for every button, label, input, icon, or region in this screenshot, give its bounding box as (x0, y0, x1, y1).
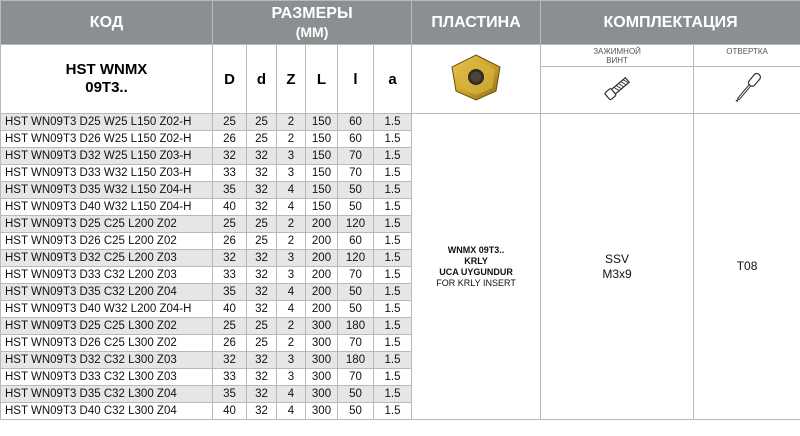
dimension-cell-a: 1.5 (374, 335, 412, 352)
header-row (1, 1, 800, 45)
dimension-cell-Z: 4 (277, 386, 306, 403)
col-header-D: D (213, 45, 247, 114)
product-code-cell: HST WN09T3 D32 C32 L300 Z03 (1, 352, 213, 369)
insert-info-line1: WNMX 09T3.. (447, 244, 505, 255)
dimension-cell-L: 200 (306, 233, 338, 250)
dimension-cell-D: 25 (213, 318, 247, 335)
product-code-cell: HST WN09T3 D26 C25 L300 Z02 (1, 335, 213, 352)
dimension-cell-D: 32 (213, 148, 247, 165)
dimension-cell-D: 35 (213, 284, 247, 301)
dimension-cell-L: 200 (306, 301, 338, 318)
dimension-cell-a: 1.5 (374, 148, 412, 165)
dimension-cell-l: 70 (338, 335, 374, 352)
dimension-cell-a: 1.5 (374, 403, 412, 420)
dimension-cell-D: 33 (213, 165, 247, 182)
dimension-cell-Z: 4 (277, 199, 306, 216)
wnmx-insert-icon (444, 51, 508, 103)
product-code-cell: HST WN09T3 D40 W32 L200 Z04-H (1, 301, 213, 318)
dimension-cell-Z: 3 (277, 352, 306, 369)
product-code-cell: HST WN09T3 D33 W32 L150 Z03-H (1, 165, 213, 182)
clamp-screw-icon (597, 68, 637, 108)
insert-info-line4: FOR KRLY INSERT (436, 277, 516, 288)
dimension-cell-Z: 3 (277, 369, 306, 386)
dimension-cell-d: 32 (247, 386, 277, 403)
clamp-screw-image-cell (541, 67, 694, 114)
screwdriver-caption: ОТВЕРТКА (694, 45, 800, 67)
dimension-cell-Z: 4 (277, 403, 306, 420)
product-code-cell: HST WN09T3 D26 W25 L150 Z02-H (1, 131, 213, 148)
product-code-cell: HST WN09T3 D32 C25 L200 Z03 (1, 250, 213, 267)
dimension-cell-L: 300 (306, 403, 338, 420)
dimension-cell-Z: 4 (277, 301, 306, 318)
product-code-cell: HST WN09T3 D33 C32 L200 Z03 (1, 267, 213, 284)
dimension-cell-D: 40 (213, 301, 247, 318)
dimension-cell-d: 32 (247, 250, 277, 267)
dimension-cell-L: 300 (306, 335, 338, 352)
dimension-cell-a: 1.5 (374, 369, 412, 386)
dimension-cell-l: 180 (338, 318, 374, 335)
dimension-cell-d: 25 (247, 131, 277, 148)
dimension-cell-D: 32 (213, 352, 247, 369)
product-code-cell: HST WN09T3 D35 C32 L300 Z04 (1, 386, 213, 403)
dimension-cell-l: 60 (338, 131, 374, 148)
dimension-cell-Z: 3 (277, 267, 306, 284)
insert-compatibility-cell (412, 114, 541, 420)
dimension-cell-L: 150 (306, 182, 338, 199)
insert-column-header: ПЛАСТИНА (412, 1, 541, 45)
dimension-cell-a: 1.5 (374, 233, 412, 250)
dimension-cell-D: 35 (213, 182, 247, 199)
dimension-cell-D: 40 (213, 199, 247, 216)
product-code-cell: HST WN09T3 D35 W32 L150 Z04-H (1, 182, 213, 199)
product-code-cell: HST WN09T3 D32 W25 L150 Z03-H (1, 148, 213, 165)
series-label (1, 45, 213, 114)
dimension-cell-a: 1.5 (374, 284, 412, 301)
dimension-cell-l: 50 (338, 284, 374, 301)
dimension-cell-d: 32 (247, 369, 277, 386)
dimension-cell-a: 1.5 (374, 386, 412, 403)
dimension-cell-l: 70 (338, 165, 374, 182)
dimension-cell-d: 32 (247, 403, 277, 420)
dimension-cell-l: 60 (338, 114, 374, 131)
dimension-cell-l: 50 (338, 386, 374, 403)
subheader-row-top (1, 45, 800, 67)
dimension-cell-Z: 2 (277, 114, 306, 131)
dimension-cell-a: 1.5 (374, 131, 412, 148)
col-header-l: l (338, 45, 374, 114)
dimension-cell-d: 32 (247, 148, 277, 165)
dimension-cell-d: 32 (247, 284, 277, 301)
dimension-cell-d: 25 (247, 335, 277, 352)
dimension-cell-l: 50 (338, 301, 374, 318)
dimension-cell-L: 200 (306, 216, 338, 233)
dimension-cell-a: 1.5 (374, 352, 412, 369)
dimension-cell-l: 120 (338, 250, 374, 267)
col-header-d: d (247, 45, 277, 114)
dimension-cell-a: 1.5 (374, 301, 412, 318)
dimension-cell-d: 32 (247, 182, 277, 199)
dimension-cell-L: 300 (306, 352, 338, 369)
dimension-cell-d: 25 (247, 216, 277, 233)
sizes-header-line1: РАЗМЕРЫ (271, 4, 353, 22)
sizes-column-header (213, 1, 412, 45)
clamp-screw-size: M3x9 (602, 266, 632, 281)
dimension-cell-Z: 2 (277, 233, 306, 250)
dimension-cell-l: 50 (338, 403, 374, 420)
dimension-cell-d: 32 (247, 267, 277, 284)
dimension-cell-Z: 2 (277, 335, 306, 352)
dimension-cell-Z: 3 (277, 250, 306, 267)
dimension-cell-a: 1.5 (374, 250, 412, 267)
dimension-cell-d: 32 (247, 165, 277, 182)
col-header-a: a (374, 45, 412, 114)
dimension-cell-a: 1.5 (374, 318, 412, 335)
clamp-screw-spec-cell (541, 114, 694, 420)
dimension-cell-a: 1.5 (374, 114, 412, 131)
dimension-cell-D: 35 (213, 386, 247, 403)
dimension-cell-l: 50 (338, 182, 374, 199)
clamp-screw-type: SSV (605, 251, 630, 266)
product-code-cell: HST WN09T3 D25 C25 L300 Z02 (1, 318, 213, 335)
dimension-cell-Z: 3 (277, 148, 306, 165)
dimension-cell-L: 150 (306, 131, 338, 148)
dimension-cell-d: 32 (247, 301, 277, 318)
product-code-cell: HST WN09T3 D26 C25 L200 Z02 (1, 233, 213, 250)
dimension-cell-d: 32 (247, 199, 277, 216)
product-code-cell: HST WN09T3 D25 W25 L150 Z02-H (1, 114, 213, 131)
dimension-cell-D: 40 (213, 403, 247, 420)
dimension-cell-a: 1.5 (374, 165, 412, 182)
clamp-screw-caption (541, 45, 694, 67)
clamp-screw-caption-line2: ВИНТ (606, 56, 628, 65)
dimension-cell-L: 300 (306, 386, 338, 403)
dimension-cell-L: 150 (306, 199, 338, 216)
series-label-line1: HST WNMX (65, 61, 148, 78)
dimension-cell-l: 180 (338, 352, 374, 369)
insert-info-line2: KRLY (464, 255, 488, 266)
code-column-header: КОД (1, 1, 213, 45)
table-row (1, 114, 800, 131)
dimension-cell-a: 1.5 (374, 199, 412, 216)
product-code-cell: HST WN09T3 D40 C32 L300 Z04 (1, 403, 213, 420)
insert-image-cell (412, 45, 541, 114)
dimension-cell-l: 70 (338, 148, 374, 165)
dimension-cell-Z: 2 (277, 318, 306, 335)
dimension-cell-d: 32 (247, 352, 277, 369)
dimension-cell-D: 33 (213, 369, 247, 386)
screwdriver-icon (727, 68, 767, 108)
dimension-cell-D: 25 (213, 216, 247, 233)
col-header-Z: Z (277, 45, 306, 114)
screwdriver-spec-cell: T08 (694, 114, 800, 420)
dimension-cell-L: 300 (306, 369, 338, 386)
dimension-cell-a: 1.5 (374, 182, 412, 199)
dimension-cell-D: 33 (213, 267, 247, 284)
dimension-cell-d: 25 (247, 233, 277, 250)
product-code-cell: HST WN09T3 D33 C32 L300 Z03 (1, 369, 213, 386)
dimension-cell-Z: 4 (277, 182, 306, 199)
dimension-cell-L: 150 (306, 148, 338, 165)
dimension-cell-L: 200 (306, 267, 338, 284)
dimension-cell-l: 50 (338, 199, 374, 216)
dimension-cell-L: 150 (306, 114, 338, 131)
dimension-cell-l: 60 (338, 233, 374, 250)
product-code-cell: HST WN09T3 D35 C32 L200 Z04 (1, 284, 213, 301)
col-header-L: L (306, 45, 338, 114)
dimension-cell-Z: 2 (277, 216, 306, 233)
dimension-cell-a: 1.5 (374, 216, 412, 233)
sizes-header-line2: (ММ) (295, 23, 329, 40)
dimension-cell-L: 150 (306, 165, 338, 182)
dimension-cell-D: 32 (213, 250, 247, 267)
dimension-cell-l: 70 (338, 369, 374, 386)
dimension-cell-d: 25 (247, 318, 277, 335)
dimension-cell-Z: 2 (277, 131, 306, 148)
product-code-cell: HST WN09T3 D40 W32 L150 Z04-H (1, 199, 213, 216)
series-label-line2: 09T3.. (85, 79, 128, 96)
dimension-cell-l: 120 (338, 216, 374, 233)
product-code-cell: HST WN09T3 D25 C25 L200 Z02 (1, 216, 213, 233)
dimension-cell-D: 25 (213, 114, 247, 131)
screwdriver-image-cell (694, 67, 800, 114)
clamp-screw-caption-line1: ЗАЖИМНОЙ (593, 47, 641, 56)
dimension-cell-d: 25 (247, 114, 277, 131)
kit-column-header: КОМПЛЕКТАЦИЯ (541, 1, 800, 45)
dimension-cell-l: 70 (338, 267, 374, 284)
dimension-cell-L: 300 (306, 318, 338, 335)
dimension-cell-Z: 3 (277, 165, 306, 182)
dimension-cell-L: 200 (306, 284, 338, 301)
dimension-cell-Z: 4 (277, 284, 306, 301)
insert-info-line3: UCA UYGUNDUR (439, 266, 513, 277)
dimension-cell-a: 1.5 (374, 267, 412, 284)
dimension-cell-D: 26 (213, 131, 247, 148)
dimension-cell-L: 200 (306, 250, 338, 267)
dimension-cell-D: 26 (213, 335, 247, 352)
dimension-cell-D: 26 (213, 233, 247, 250)
